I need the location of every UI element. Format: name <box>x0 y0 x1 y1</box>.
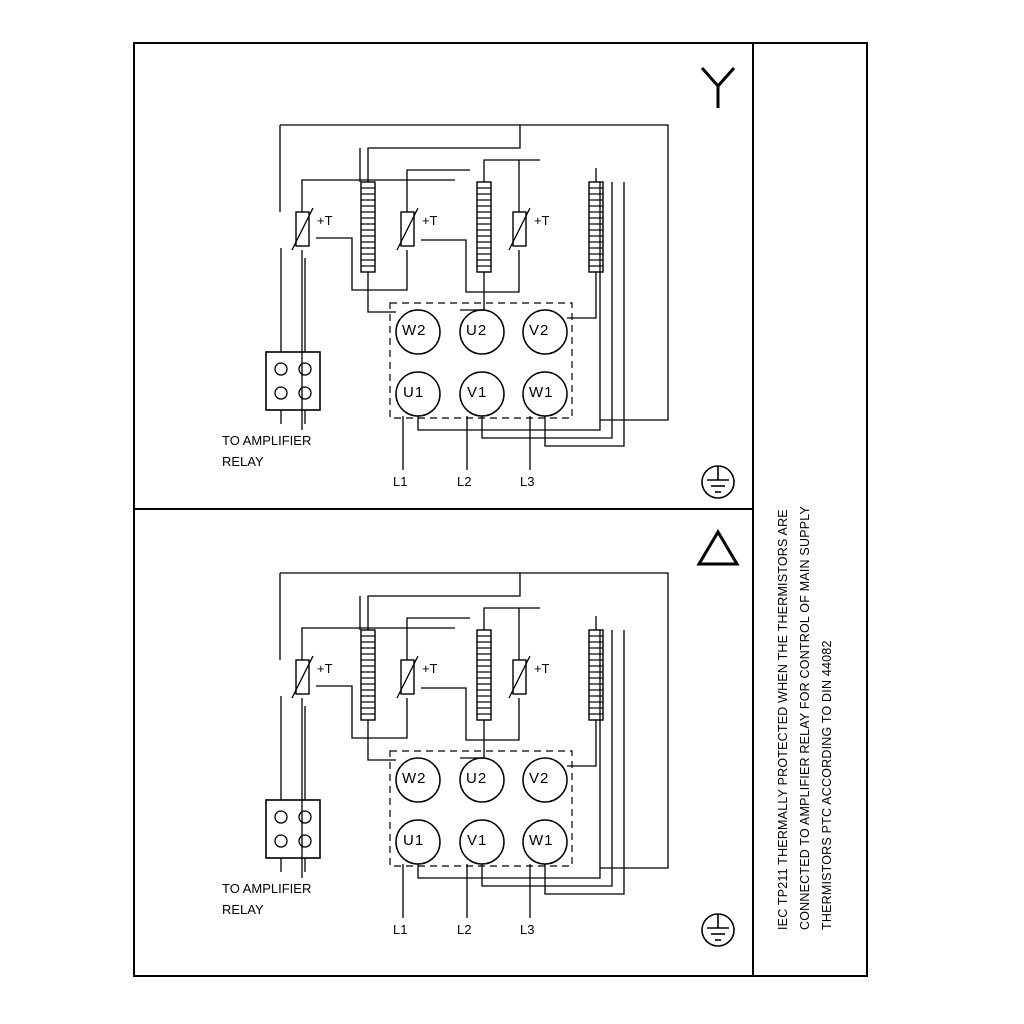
terminal-label-v1-star: V1 <box>467 384 488 401</box>
supply-label-l2-delta: L2 <box>457 922 472 937</box>
amplifier-note-line1-delta: TO AMPLIFIER <box>222 881 312 896</box>
terminal-label-w1-delta: W1 <box>529 832 554 849</box>
supply-label-l3-delta: L3 <box>520 922 535 937</box>
terminal-label-u2-star: U2 <box>466 322 488 339</box>
supply-label-l1-delta: L1 <box>393 922 408 937</box>
terminal-label-w2-delta: W2 <box>402 770 427 787</box>
supply-label-l1-star: L1 <box>393 474 408 489</box>
supply-label-l3-star: L3 <box>520 474 535 489</box>
thermistor-label-1-delta: +T <box>317 661 333 676</box>
terminal-label-v2-delta: V2 <box>529 770 550 787</box>
thermistor-label-3-delta: +T <box>534 661 550 676</box>
terminal-label-v1-delta: V1 <box>467 832 488 849</box>
note-line-3: THERMISTORS PTC ACCORDING TO DIN 44082 <box>820 640 834 930</box>
thermistor-label-2-star: +T <box>422 213 438 228</box>
note-line-2: CONNECTED TO AMPLIFIER RELAY FOR CONTROL OF MAIN SUPPLY <box>798 505 812 930</box>
terminal-label-v2-star: V2 <box>529 322 550 339</box>
note-line-1: IEC TP211 THERMALLY PROTECTED WHEN THE THERMISTORS ARE <box>776 509 790 930</box>
panel-star-graphics <box>266 68 734 498</box>
thermistor-label-2-delta: +T <box>422 661 438 676</box>
terminal-label-u2-delta: U2 <box>466 770 488 787</box>
thermistor-label-1-star: +T <box>317 213 333 228</box>
amplifier-note-line1-star: TO AMPLIFIER <box>222 433 312 448</box>
notes-block <box>756 330 866 950</box>
supply-label-l2-star: L2 <box>457 474 472 489</box>
terminal-label-u1-delta: U1 <box>403 832 425 849</box>
amplifier-note-line2-delta: RELAY <box>222 902 264 917</box>
terminal-label-w2-star: W2 <box>402 322 427 339</box>
panel-delta-graphics <box>266 532 737 946</box>
terminal-label-u1-star: U1 <box>403 384 425 401</box>
thermistor-label-3-star: +T <box>534 213 550 228</box>
terminal-label-w1-star: W1 <box>529 384 554 401</box>
amplifier-note-line2-star: RELAY <box>222 454 264 469</box>
